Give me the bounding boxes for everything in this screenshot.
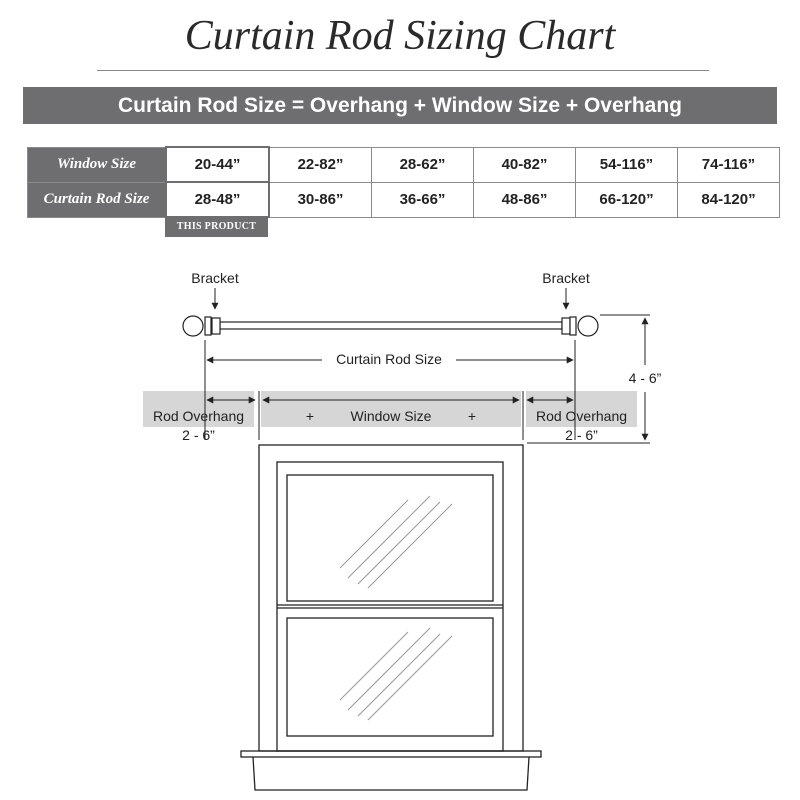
window-outer-frame bbox=[259, 445, 523, 751]
window-size-label: Window Size bbox=[350, 408, 432, 424]
bracket-left-collar bbox=[212, 318, 220, 334]
window-illustration bbox=[241, 445, 541, 790]
rod-size-label: Curtain Rod Size bbox=[336, 351, 442, 367]
rod-size-cell: 36-66” bbox=[372, 182, 474, 217]
window-apron bbox=[253, 757, 529, 790]
rod-size-cell: 48-86” bbox=[474, 182, 576, 217]
finial-left bbox=[183, 316, 203, 336]
overhang-right-range: 2 - 6” bbox=[565, 427, 598, 443]
plus-left: + bbox=[305, 408, 315, 424]
bracket-left bbox=[205, 317, 211, 335]
overhang-left-range: 2 - 6” bbox=[182, 427, 215, 443]
overhang-left-label: Rod Overhang bbox=[152, 408, 245, 424]
overhang-right-label: Rod Overhang bbox=[535, 408, 628, 424]
glass-reflection-upper bbox=[340, 496, 452, 588]
rod-size-cell: 84-120” bbox=[678, 182, 780, 217]
window-size-cell: 20-44” bbox=[166, 147, 269, 182]
upper-pane bbox=[287, 475, 493, 601]
glass-reflection-lower bbox=[340, 628, 452, 720]
row-header-rod-size: Curtain Rod Size bbox=[28, 182, 167, 217]
rod-size-cell: 66-120” bbox=[576, 182, 678, 217]
window-size-cell: 40-82” bbox=[474, 147, 576, 182]
rod-size-cell: 30-86” bbox=[269, 182, 372, 217]
rod-size-cell: 28-48” bbox=[166, 182, 269, 217]
bracket-left-label: Bracket bbox=[191, 270, 239, 286]
this-product-badge: THIS PRODUCT bbox=[165, 217, 268, 237]
window-sill bbox=[241, 751, 541, 757]
bracket-right bbox=[570, 317, 576, 335]
window-size-cell: 74-116” bbox=[678, 147, 780, 182]
formula-banner: Curtain Rod Size = Overhang + Window Size + Overhang bbox=[23, 87, 777, 124]
bracket-right-collar bbox=[562, 318, 570, 334]
height-label: 4 - 6” bbox=[610, 370, 680, 386]
window-size-cell: 28-62” bbox=[372, 147, 474, 182]
chart-title: Curtain Rod Sizing Chart bbox=[184, 13, 616, 59]
window-inner-frame bbox=[277, 462, 503, 751]
plus-right: + bbox=[467, 408, 477, 424]
rod-bar bbox=[220, 322, 562, 329]
lower-pane bbox=[287, 618, 493, 736]
window-size-cell: 22-82” bbox=[269, 147, 372, 182]
finial-right bbox=[578, 316, 598, 336]
window-size-cell: 54-116” bbox=[576, 147, 678, 182]
bracket-right-label: Bracket bbox=[542, 270, 590, 286]
row-header-window-size: Window Size bbox=[28, 147, 167, 182]
curtain-rod bbox=[183, 316, 598, 336]
